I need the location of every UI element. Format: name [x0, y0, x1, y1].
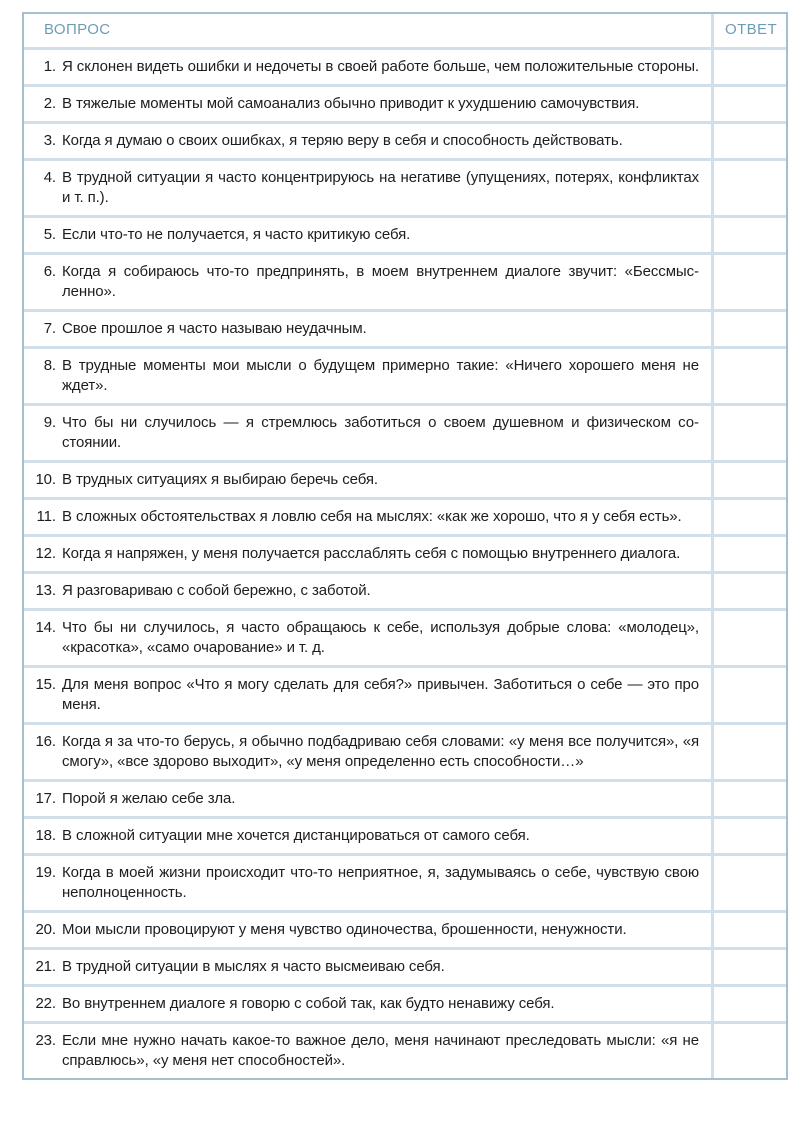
answer-cell[interactable]: [714, 500, 786, 534]
answer-cell[interactable]: [714, 574, 786, 608]
question-cell: [24, 312, 714, 346]
table-row: [24, 403, 786, 460]
question-text: В сложной ситуации мне хочется дистанцироваться от самого себя.: [62, 827, 530, 844]
answer-cell[interactable]: [714, 668, 786, 722]
question-number: 16.: [35, 733, 56, 750]
question-cell: [24, 463, 714, 497]
question-cell: [24, 782, 714, 816]
question-cell: [24, 950, 714, 984]
question-number: 11.: [36, 508, 56, 525]
questionnaire-table: [22, 12, 788, 1080]
question-text: Мои мысли провоцируют у меня чувство одиночества, брошенности, ненужности.: [62, 921, 627, 938]
question-number: 6.: [43, 263, 56, 280]
question-text: Когда я напряжен, у меня получается расслаблять себя с помощью внутреннего диалога.: [62, 545, 681, 562]
answer-cell[interactable]: [714, 312, 786, 346]
question-number: 4.: [43, 169, 56, 186]
question-text: Если мне нужно начать какое-то важное дело, меня начинают преследовать мысли: «я не справлюсь», «у меня нет способностей».: [62, 1032, 699, 1069]
question-cell: [24, 218, 714, 252]
answer-cell[interactable]: [714, 987, 786, 1021]
answer-cell[interactable]: [714, 856, 786, 910]
question-text: В трудной ситуации в мыслях я часто высмеиваю себя.: [62, 958, 445, 975]
question-text: Свое прошлое я часто называю неудачным.: [62, 320, 367, 337]
question-number: 19.: [35, 864, 56, 881]
table-row: [24, 215, 786, 252]
question-text: В трудные моменты мои мысли о будущем примерно такие: «Ничего хорошего меня не ждет».: [62, 357, 699, 394]
table-row: [24, 722, 786, 779]
answer-cell[interactable]: [714, 913, 786, 947]
question-cell: [24, 124, 714, 158]
question-number: 5.: [43, 226, 56, 243]
table-row: [24, 947, 786, 984]
question-number: 9.: [43, 414, 56, 431]
answer-cell[interactable]: [714, 1024, 786, 1078]
table-row: [24, 346, 786, 403]
answer-cell[interactable]: [714, 611, 786, 665]
question-text: Когда я думаю о своих ошибках, я теряю веру в себя и способность действовать.: [62, 132, 623, 149]
table-row: [24, 497, 786, 534]
table-row: [24, 816, 786, 853]
question-text: Я склонен видеть ошибки и недочеты в своей работе больше, чем положительные стороны.: [62, 58, 699, 75]
answer-cell[interactable]: [714, 463, 786, 497]
question-number: 2.: [43, 95, 56, 112]
answer-cell[interactable]: [714, 406, 786, 460]
question-number: 15.: [35, 676, 56, 693]
question-text: Когда в моей жизни происходит что-то неприятное, я, задумываясь о себе, чувствую свою неполноценность.: [62, 864, 699, 901]
question-text: В трудной ситуации я часто концентрируюсь на негативе (упущениях, потерях, конфликтах и т. п.).: [62, 169, 699, 206]
question-cell: [24, 574, 714, 608]
question-cell: [24, 668, 714, 722]
question-number: 23.: [35, 1032, 56, 1049]
question-text: Когда я собираюсь что-то предпринять, в моем внутреннем диалоге звучит: «Бессмысленно».: [62, 263, 699, 300]
table-row: [24, 665, 786, 722]
table-row: [24, 534, 786, 571]
question-cell: [24, 537, 714, 571]
table-row: [24, 984, 786, 1021]
answer-cell[interactable]: [714, 537, 786, 571]
answer-cell[interactable]: [714, 782, 786, 816]
table-row: [24, 910, 786, 947]
question-number: 13.: [35, 582, 56, 599]
question-cell: [24, 987, 714, 1021]
answer-cell[interactable]: [714, 349, 786, 403]
question-cell: [24, 255, 714, 309]
question-cell: [24, 611, 714, 665]
question-cell: [24, 1024, 714, 1078]
table-row: [24, 252, 786, 309]
answer-cell[interactable]: [714, 87, 786, 121]
table-row: [24, 853, 786, 910]
table-row: [24, 1021, 786, 1078]
question-number: 20.: [35, 921, 56, 938]
table-row: [24, 158, 786, 215]
question-text: Я разговариваю с собой бережно, с заботой.: [62, 582, 371, 599]
table-row: [24, 779, 786, 816]
question-column-header: ВОПРОС: [24, 14, 714, 47]
question-number: 18.: [35, 827, 56, 844]
question-number: 10.: [35, 471, 56, 488]
question-cell: [24, 50, 714, 84]
question-number: 17.: [35, 790, 56, 807]
question-text: В сложных обстоятельствах я ловлю себя на мыслях: «как же хорошо, что я у себя есть».: [62, 508, 682, 525]
question-number: 12.: [35, 545, 56, 562]
table-row: [24, 47, 786, 84]
question-number: 21.: [35, 958, 56, 975]
question-text: В трудных ситуациях я выбираю беречь себя.: [62, 471, 378, 488]
question-cell: [24, 161, 714, 215]
answer-cell[interactable]: [714, 255, 786, 309]
question-cell: [24, 856, 714, 910]
answer-cell[interactable]: [714, 819, 786, 853]
question-cell: [24, 725, 714, 779]
question-cell: [24, 500, 714, 534]
question-text: В тяжелые моменты мой самоанализ обычно приводит к ухудшению самочувствия.: [62, 95, 640, 112]
table-row: [24, 460, 786, 497]
answer-column-header: ОТВЕТ: [725, 21, 778, 38]
question-text: Что бы ни случилось — я стремлюсь заботиться о своем душевном и физическом состоянии.: [62, 414, 699, 451]
answer-cell[interactable]: [714, 124, 786, 158]
table-row: [24, 121, 786, 158]
answer-cell[interactable]: [714, 218, 786, 252]
answer-cell[interactable]: [714, 950, 786, 984]
question-number: 22.: [35, 995, 56, 1012]
question-cell: [24, 349, 714, 403]
question-cell: [24, 913, 714, 947]
question-cell: [24, 406, 714, 460]
table-row: [24, 309, 786, 346]
question-text: Если что-то не получается, я часто критикую себя.: [62, 226, 411, 243]
answer-cell[interactable]: [714, 725, 786, 779]
question-text: Что бы ни случилось, я часто обращаюсь к себе, используя добрые слова: «молодец», «красотка», «само очарование» и т. д.: [62, 619, 699, 656]
question-text: Когда я за что-то берусь, я обычно подбадриваю себя словами: «у меня все получится», «я смогу», «все здорово выходит», «у меня определенно есть способности…»: [62, 733, 699, 770]
question-text: Для меня вопрос «Что я могу сделать для себя?» привычен. Заботиться о себе — это про меня.: [62, 676, 699, 713]
table-row: [24, 571, 786, 608]
table-row: [24, 84, 786, 121]
question-text: Во внутреннем диалоге я говорю с собой так, как будто ненавижу себя.: [62, 995, 555, 1012]
question-number: 8.: [43, 357, 56, 374]
question-cell: [24, 87, 714, 121]
question-number: 7.: [43, 320, 56, 337]
question-text: Порой я желаю себе зла.: [62, 790, 236, 807]
question-number: 14.: [35, 619, 56, 636]
question-cell: [24, 819, 714, 853]
answer-cell[interactable]: [714, 50, 786, 84]
table-row: [24, 608, 786, 665]
table-header-row: [24, 14, 786, 47]
question-number: 1.: [43, 58, 56, 75]
answer-cell[interactable]: [714, 161, 786, 215]
question-number: 3.: [43, 132, 56, 149]
